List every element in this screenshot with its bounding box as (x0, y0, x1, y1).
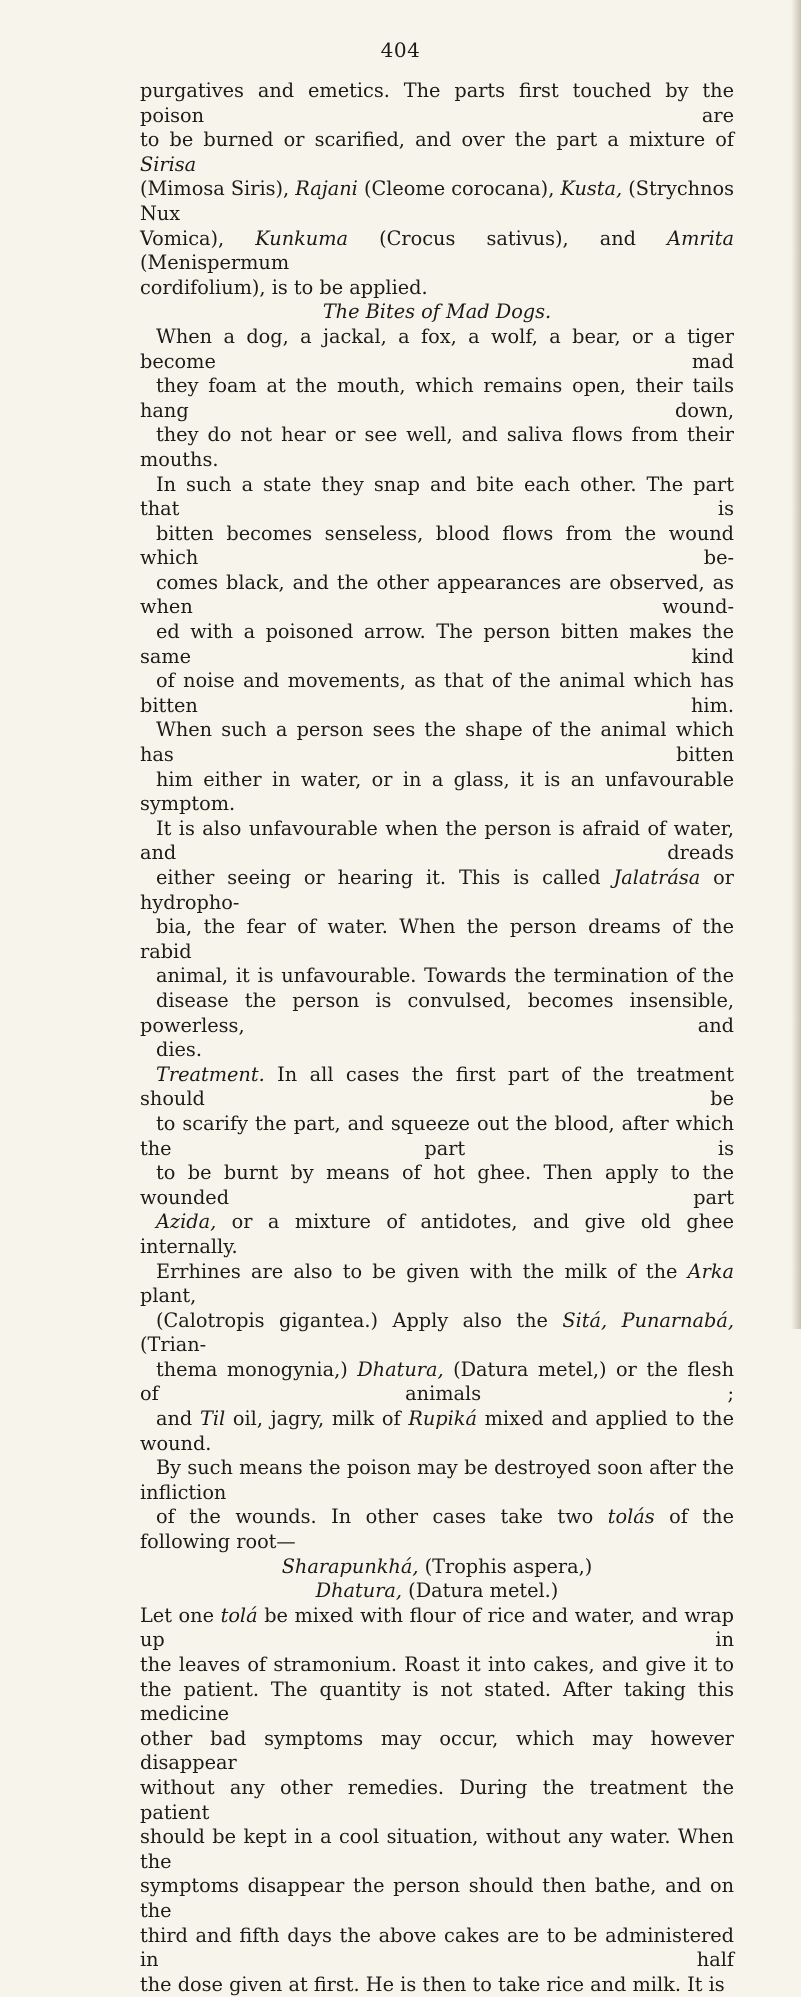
text-line: bitten becomes senseless, blood flows from the wound which be- (140, 521, 734, 570)
text-line: When a dog, a jackal, a fox, a wolf, a bear, or a tiger become mad (140, 324, 734, 373)
text-line: purgatives and emetics. The parts first touched by the poison are (140, 79, 734, 127)
italic-term: Sirisa (140, 152, 197, 176)
text-line: the dose given at first. He is then to take rice and milk. It is (140, 1972, 725, 1996)
root-item: Dhatura, (Datura metel.) (315, 1579, 559, 1603)
italic-term: Til (199, 1407, 226, 1431)
text-line: third and fifth days the above cakes are to be administered in half (140, 1923, 734, 1972)
text-line: dies. (156, 1038, 202, 1062)
italic-term: Azida, (156, 1210, 217, 1234)
italic-term: Treatment. (156, 1062, 265, 1086)
text-line: to be burned or scarified, and over the part a mixture of Sirisa (140, 128, 734, 176)
treatment-paragraph (140, 1063, 734, 1555)
italic-term: Sharapunkhá, (281, 1554, 419, 1578)
text-line: Treatment. In all cases the first part of the treatment should be (140, 1062, 734, 1111)
text-line: It is also unfavourable when the person is afraid of water, and dreads (140, 816, 734, 865)
text-line: him either in water, or in a glass, it is an unfavourable symptom. (140, 767, 734, 816)
italic-term: Dhatura, (315, 1579, 403, 1603)
italic-term: tolá (220, 1603, 258, 1627)
preparation-paragraph (140, 1604, 734, 1997)
text-line: When such a person sees the shape of the animal which has bitten (140, 718, 734, 767)
section-heading: The Bites of Mad Dogs. (322, 300, 552, 324)
italic-term: Jalatrása (613, 866, 701, 889)
italic-term: Dhatura, (357, 1357, 444, 1381)
text-line: should be kept in a cool situation, without any water. When the (140, 1825, 734, 1873)
page-text (140, 79, 734, 1997)
text-line: symptoms disappear the person should then bathe, and on the (140, 1874, 734, 1922)
intro-paragraph (140, 79, 734, 300)
text-line: ed with a poisoned arrow. The person bitten makes the same kind (140, 620, 734, 668)
text-line: of the wounds. In other cases take two tolás of the following root— (140, 1505, 734, 1554)
text-line: they foam at the mouth, which remains open, their tails hang down, (140, 374, 734, 422)
italic-term: Rupiká (408, 1407, 477, 1431)
italic-term: Kusta, (560, 177, 623, 201)
text-line: thema monogynia,) Dhatura, (Datura metel,) or the flesh of animals ; (140, 1357, 734, 1406)
text-line: (Calotropis gigantea.) Apply also the Sitá, Punarnabá, (Trian- (140, 1308, 734, 1357)
text-line: Azida, or a mixture of antidotes, and give old ghee internally. (140, 1210, 734, 1258)
text-line: the leaves of stramonium. Roast it into cakes, and give it to (140, 1653, 734, 1676)
text-line: cordifolium), is to be applied. (140, 275, 428, 299)
text-line: Errhines are also to be given with the milk of the Arka plant, (140, 1259, 734, 1308)
text-line: Vomica), Kunkuma (Crocus sativus), and Amrita (Menispermum (140, 226, 734, 275)
text-line: of noise and movements, as that of the animal which has bitten him. (140, 669, 734, 717)
page-edge-shadow (791, 0, 801, 1329)
page-number: 404 (380, 38, 421, 62)
text-line: Let one tolá be mixed with flour of rice and water, and wrap up in (140, 1603, 734, 1652)
text-line: other bad symptoms may occur, which may however disappear (140, 1726, 734, 1775)
text-line: without any other remedies. During the treatment the patient (140, 1775, 734, 1824)
text-line: In such a state they snap and bite each other. The part that is (140, 472, 734, 521)
italic-term: Rajani (295, 177, 358, 201)
text-line: bia, the fear of water. When the person dreams of the rabid (140, 915, 734, 963)
root-item: Sharapunkhá, (Trophis aspera,) (281, 1554, 593, 1578)
italic-term: tolás (607, 1505, 655, 1529)
text-line: comes black, and the other appearances are observed, as when wound- (140, 570, 734, 619)
text-line: either seeing or hearing it. This is called Jalatrása or hydropho- (140, 866, 734, 914)
italic-term: Kunkuma (255, 226, 348, 250)
text-line: (Mimosa Siris), Rajani (Cleome corocana), Kusta, (Strychnos Nux (140, 177, 735, 225)
text-line: disease the person is convulsed, becomes insensible, powerless, and (140, 988, 734, 1037)
text-line: they do not hear or see well, and saliva flows from their mouths. (140, 423, 734, 471)
text-line: and Til oil, jagry, milk of Rupiká mixed and applied to the wound. (140, 1407, 734, 1455)
text-line: the patient. The quantity is not stated. After taking this medicine (140, 1677, 734, 1726)
text-line: By such means the poison may be destroyed soon after the infliction (140, 1456, 734, 1504)
text-line: to be burnt by means of hot ghee. Then apply to the wounded part (140, 1161, 734, 1209)
root-list (140, 1555, 734, 1604)
italic-term: Arka (687, 1259, 734, 1283)
italic-term: Amrita (667, 226, 734, 250)
italic-term: Sitá, Punarnabá, (562, 1308, 734, 1332)
symptoms-paragraph (140, 325, 734, 1063)
text-line: animal, it is unfavourable. Towards the termination of the (156, 964, 734, 988)
text-line: to scarify the part, and squeeze out the blood, after which the part is (140, 1111, 734, 1160)
